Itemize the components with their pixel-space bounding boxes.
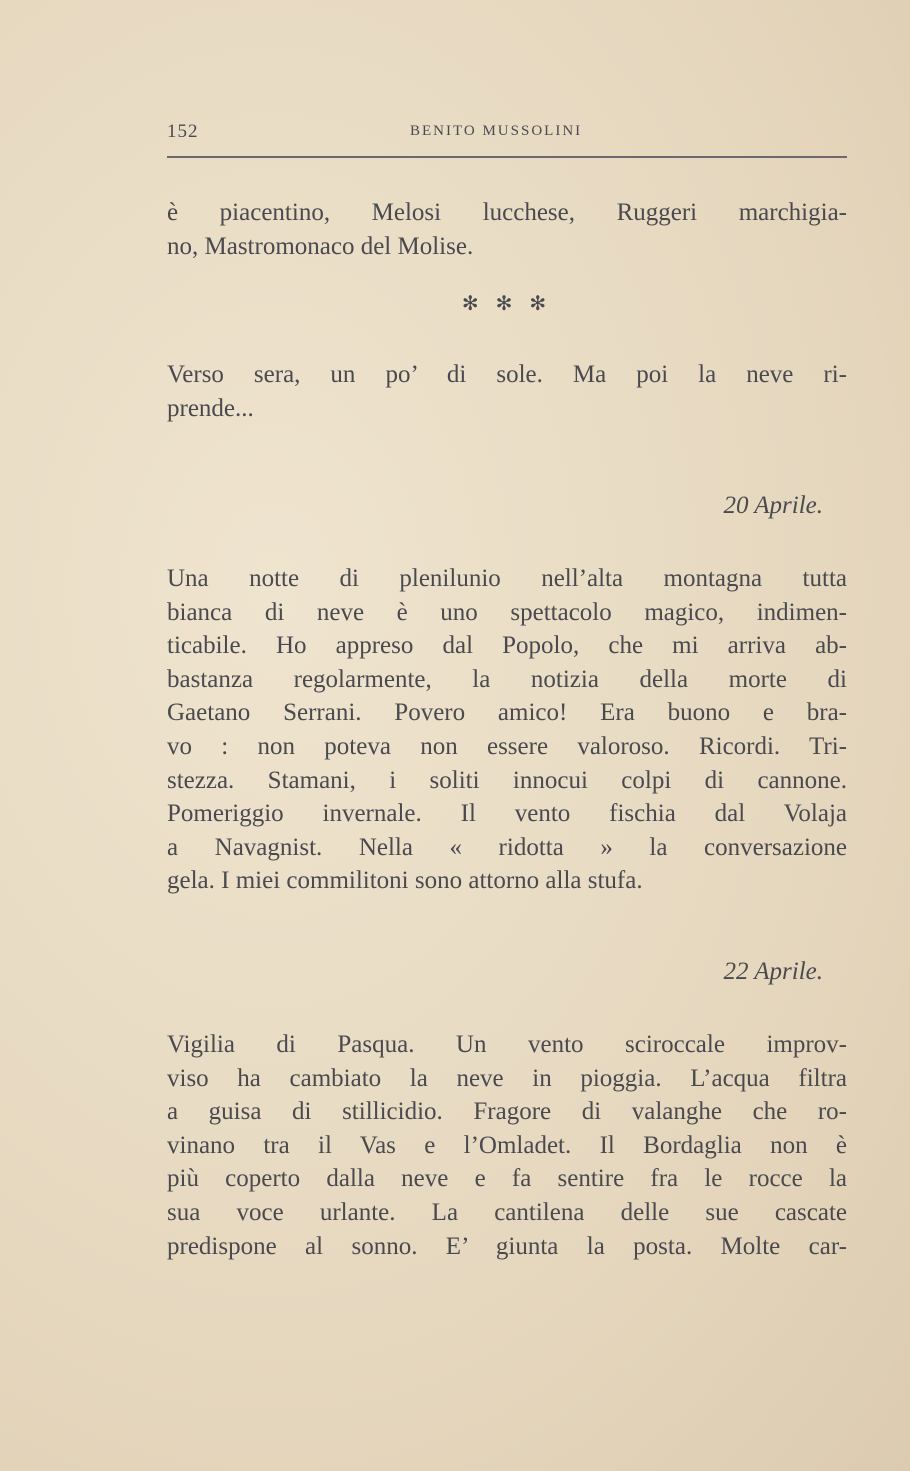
asterism-separator: ✻ ✻ ✻	[461, 293, 553, 315]
text-line: Verso sera, un po’ di sole. Ma poi la neve ri-	[167, 361, 847, 388]
text-line: viso ha cambiato la neve in pioggia. L’acqua filtra	[167, 1064, 847, 1092]
date-heading: 22 Aprile.	[723, 958, 823, 985]
text-line: Pomeriggio invernale. Il vento fischia dal Volaja	[167, 800, 847, 828]
text-line: no, Mastromonaco del Molise.	[167, 232, 474, 260]
paragraph-4	[167, 1028, 847, 1263]
text-line: predispone al sonno. E’ giunta la posta. Molte car-	[167, 1232, 847, 1260]
date-heading: 20 Aprile.	[723, 492, 823, 519]
running-header	[167, 121, 847, 149]
text-line: a guisa di stillicidio. Fragore di valanghe che ro-	[167, 1098, 847, 1126]
text-line: più coperto dalla neve e fa sentire fra le rocce la	[167, 1165, 847, 1193]
text-line: vinano tra il Vas e l’Omladet. Il Bordaglia non è	[167, 1131, 847, 1159]
text-line: a Navagnist. Nella « ridotta » la conversazione	[167, 833, 847, 861]
text-line: sua voce urlante. La cantilena delle sue cascate	[167, 1198, 847, 1226]
text-line: è piacentino, Melosi lucchese, Ruggeri marchigia-	[167, 199, 847, 226]
header-rule	[167, 156, 847, 158]
text-line: ticabile. Ho appreso dal Popolo, che mi arriva ab-	[167, 632, 847, 660]
text-line: Gaetano Serrani. Povero amico! Era buono e bra-	[167, 699, 847, 727]
text-line: vo : non poteva non essere valoroso. Ricordi. Tri-	[167, 732, 847, 760]
text-line: prende...	[167, 394, 254, 422]
paragraph-1	[167, 196, 847, 263]
paragraph-2	[167, 358, 847, 425]
page-number: 152	[167, 121, 199, 142]
paragraph-3	[167, 562, 847, 898]
running-title: BENITO MUSSOLINI	[410, 123, 583, 139]
text-line: Vigilia di Pasqua. Un vento sciroccale improv-	[167, 1031, 847, 1058]
text-line: bianca di neve è uno spettacolo magico, indimen-	[167, 598, 847, 626]
text-line: stezza. Stamani, i soliti innocui colpi di cannone.	[167, 766, 847, 794]
text-line: Una notte di plenilunio nell’alta montagna tutta	[167, 565, 847, 592]
text-line: bastanza regolarmente, la notizia della morte di	[167, 665, 847, 693]
text-line: gela. I miei commilitoni sono attorno alla stufa.	[167, 867, 643, 895]
